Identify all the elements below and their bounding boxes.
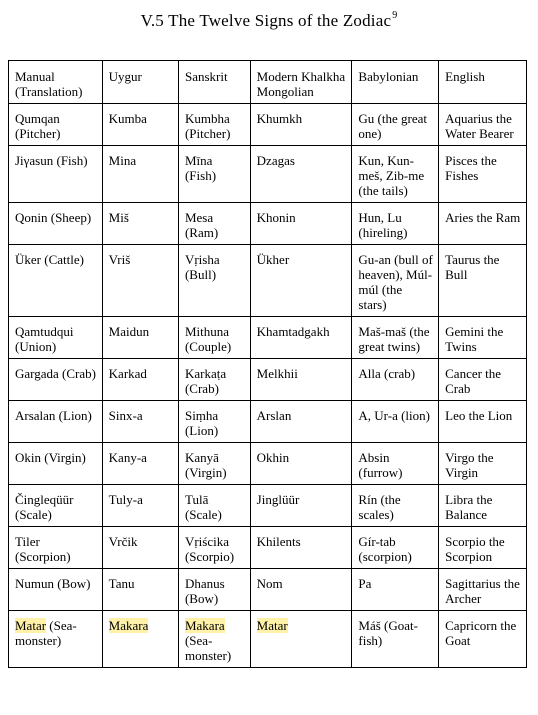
cell-uygur: Miš	[102, 203, 178, 245]
cell-english: Virgo the Virgin	[439, 443, 527, 485]
table-row	[9, 104, 527, 146]
cell-english: Gemini the Twins	[439, 317, 527, 359]
cell-babylonian: Rín (the scales)	[352, 485, 439, 527]
cell-uygur	[102, 611, 178, 668]
cell-sanskrit: Mesa (Ram)	[178, 203, 250, 245]
cell-babylonian: Pa	[352, 569, 439, 611]
cell-english: Leo the Lion	[439, 401, 527, 443]
header-sanskrit: Sanskrit	[178, 61, 250, 104]
header-english: English	[439, 61, 527, 104]
cell-babylonian: Gír-tab (scorpion)	[352, 527, 439, 569]
cell-sanskrit: Vṛisha (Bull)	[178, 245, 250, 317]
highlighted-term: Matar	[256, 618, 288, 633]
table-row	[9, 359, 527, 401]
table-row	[9, 401, 527, 443]
cell-english: Sagittarius the Archer	[439, 569, 527, 611]
cell-manual: Qonin (Sheep)	[9, 203, 103, 245]
cell-english: Pisces the Fishes	[439, 146, 527, 203]
cell-sanskrit: Karkaṭa (Crab)	[178, 359, 250, 401]
cell-babylonian: Gu (the great one)	[352, 104, 439, 146]
cell-english: Scorpio the Scorpion	[439, 527, 527, 569]
table-row	[9, 146, 527, 203]
title-text: V.5 The Twelve Signs of the Zodiac	[140, 11, 392, 30]
cell-english: Aries the Ram	[439, 203, 527, 245]
cell-manual: Qamtudqui (Union)	[9, 317, 103, 359]
cell-mongolian	[250, 611, 352, 668]
page-title	[0, 10, 538, 31]
cell-uygur: Kany-a	[102, 443, 178, 485]
cell-mongolian: Dzagas	[250, 146, 352, 203]
table-row	[9, 485, 527, 527]
cell-mongolian: Melkhii	[250, 359, 352, 401]
header-row	[9, 61, 527, 104]
highlighted-term: Makara	[184, 618, 225, 633]
cell-uygur: Vriš	[102, 245, 178, 317]
cell-babylonian: Alla (crab)	[352, 359, 439, 401]
cell-sanskrit: Dhanus (Bow)	[178, 569, 250, 611]
cell-uygur: Kumba	[102, 104, 178, 146]
table-row	[9, 611, 527, 668]
table-row	[9, 317, 527, 359]
term-gloss: (Sea-monster)	[15, 618, 77, 648]
header-babylonian: Babylonian	[352, 61, 439, 104]
cell-mongolian: Nom	[250, 569, 352, 611]
cell-english: Cancer the Crab	[439, 359, 527, 401]
cell-babylonian: A, Ur-a (lion)	[352, 401, 439, 443]
table-row	[9, 203, 527, 245]
highlighted-term: Matar	[15, 618, 47, 633]
cell-mongolian: Khamtadgakh	[250, 317, 352, 359]
term-gloss: (Sea-monster)	[184, 633, 232, 663]
cell-english: Capricorn the Goat	[439, 611, 527, 668]
header-uygur: Uygur	[102, 61, 178, 104]
cell-uygur: Sinx-a	[102, 401, 178, 443]
cell-english: Aquarius the Water Bearer	[439, 104, 527, 146]
cell-english: Taurus the Bull	[439, 245, 527, 317]
footnote-marker: 9	[392, 10, 398, 21]
cell-babylonian: Gu-an (bull of heaven), Múl-múl (the stars)	[352, 245, 439, 317]
cell-mongolian: Okhin	[250, 443, 352, 485]
cell-manual: Tiler (Scorpion)	[9, 527, 103, 569]
cell-sanskrit	[178, 611, 250, 668]
cell-uygur: Maidun	[102, 317, 178, 359]
table-row	[9, 527, 527, 569]
cell-sanskrit: Kumbha (Pitcher)	[178, 104, 250, 146]
cell-mongolian: Ükher	[250, 245, 352, 317]
cell-babylonian: Maš-maš (the great twins)	[352, 317, 439, 359]
cell-mongolian: Arslan	[250, 401, 352, 443]
cell-uygur: Karkad	[102, 359, 178, 401]
cell-manual: Numun (Bow)	[9, 569, 103, 611]
cell-babylonian: Hun, Lu (hireling)	[352, 203, 439, 245]
cell-manual: Jiγasun (Fish)	[9, 146, 103, 203]
cell-uygur: Mina	[102, 146, 178, 203]
table-row	[9, 245, 527, 317]
cell-uygur: Tuly-a	[102, 485, 178, 527]
cell-mongolian: Khilents	[250, 527, 352, 569]
cell-sanskrit: Siṃha (Lion)	[178, 401, 250, 443]
cell-mongolian: Khumkh	[250, 104, 352, 146]
cell-uygur: Vrčik	[102, 527, 178, 569]
zodiac-table	[8, 60, 527, 668]
cell-manual	[9, 611, 103, 668]
cell-sanskrit: Mīna (Fish)	[178, 146, 250, 203]
cell-manual: Arsalan (Lion)	[9, 401, 103, 443]
cell-manual: Okin (Virgin)	[9, 443, 103, 485]
cell-manual: Qumqan (Pitcher)	[9, 104, 103, 146]
header-mongolian: Modern Khalkha Mongolian	[250, 61, 352, 104]
cell-sanskrit: Kanyā (Virgin)	[178, 443, 250, 485]
header-manual: Manual (Translation)	[9, 61, 103, 104]
cell-english: Libra the Balance	[439, 485, 527, 527]
cell-mongolian: Jinglüür	[250, 485, 352, 527]
cell-sanskrit: Vṛiścika (Scorpio)	[178, 527, 250, 569]
cell-babylonian: Absin (furrow)	[352, 443, 439, 485]
cell-manual: Gargada (Crab)	[9, 359, 103, 401]
cell-mongolian: Khonin	[250, 203, 352, 245]
cell-manual: Čingleqüür (Scale)	[9, 485, 103, 527]
cell-babylonian: Máš (Goat-fish)	[352, 611, 439, 668]
cell-uygur: Tanu	[102, 569, 178, 611]
cell-sanskrit: Tulā (Scale)	[178, 485, 250, 527]
cell-sanskrit: Mithuna (Couple)	[178, 317, 250, 359]
cell-manual: Üker (Cattle)	[9, 245, 103, 317]
cell-babylonian: Kun, Kun-meš, Zib-me (the tails)	[352, 146, 439, 203]
table-row	[9, 443, 527, 485]
highlighted-term: Makara	[108, 618, 149, 633]
table-row	[9, 569, 527, 611]
